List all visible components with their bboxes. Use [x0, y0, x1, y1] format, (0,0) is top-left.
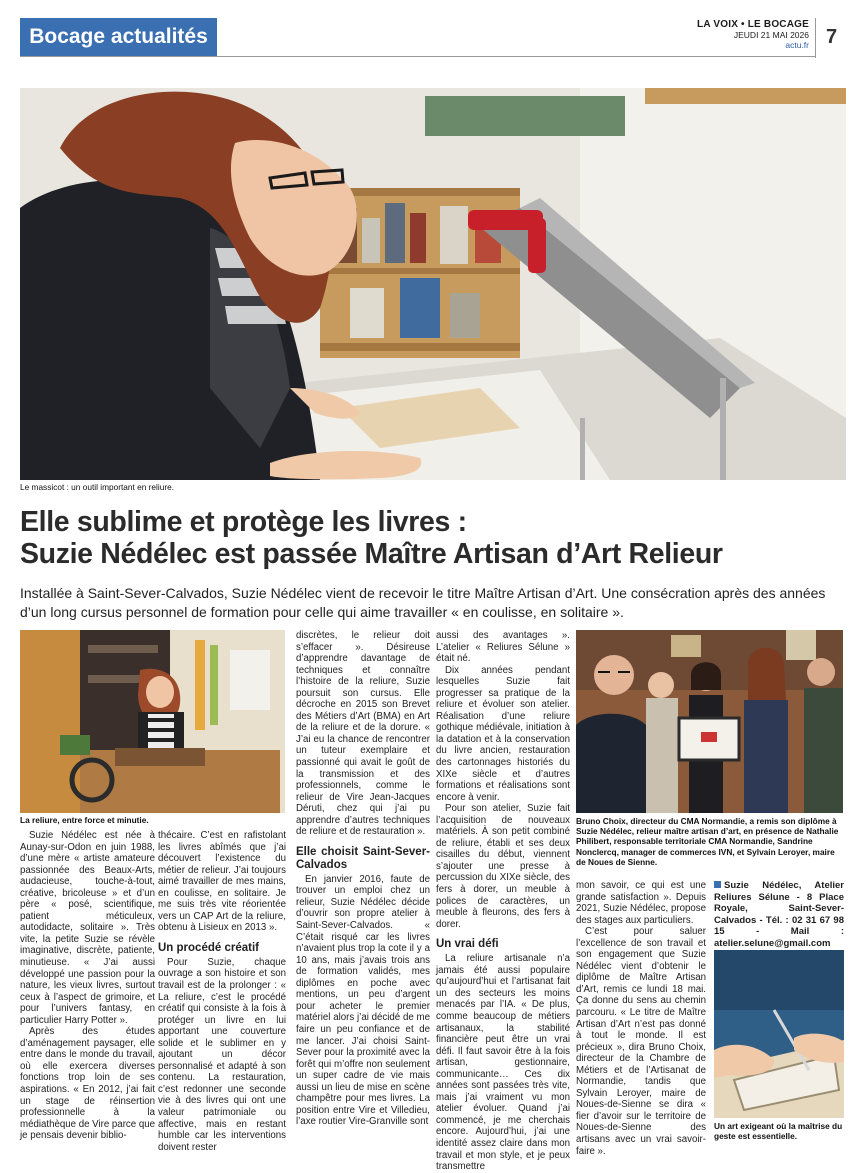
column-2 — [158, 830, 286, 1153]
square-bullet-icon — [714, 881, 721, 888]
main-photo — [20, 88, 846, 480]
paragraph: thécaire. C’est en rafistolant les livres abîmés que j’ai découvert l’existence du métier de relieur. J’ai toujours aimé travailler de mes mains, en coulisse, en solitaire. Je me suis très vite réorientée vers un CAP Art de la reliure, obtenu à Lisieux en 2013 ». — [158, 830, 286, 934]
award-photo-caption: Bruno Choix, directeur du CMA Normandie, a remis son diplôme à Suzie Nédélec, relieur maître artisan d’art, en présence de Nathalie Philibert, responsable territoriale CMA Normandie, Sandrine Nonclercq, manager de commerces IVN, et Sylvain Leroyer, maire de Noues de Sienne. — [576, 816, 839, 867]
workshop-photo — [20, 630, 285, 813]
column-1 — [20, 830, 155, 1142]
column-4 — [436, 630, 570, 1173]
paragraph: Pour Suzie, chaque ouvrage a son histoire et son travail est de la prolonger : « La reliure, c’est le procédé créatif qui consiste à la fois à protéger un livre en lui apportant une couverture solide et le sublimer en y ajoutant un décor personnalisé et adapté à son contenu. La restauration, c’est redonner une seconde vie à des livres qui ont une valeur patrimoniale ou affective, mais en restant humble car les interventions doivent rester — [158, 956, 286, 1153]
workshop-photo-caption: La reliure, entre force et minutie. — [20, 815, 149, 825]
paragraph: Suzie Nédélec est née à Aunay-sur-Odon en juin 1988, d’une mère « artiste amateure passionnée des Beaux-Arts, audacieuse, touche-à-tout, créative, bricoleuse » et d’un père « posé, scientifique, patient méticuleux, autodidacte, solitaire ». Très vite, la petite Suzie se révèle imaginative, discrète, patiente, minutieuse. « J’ai aussi développé une passion pour la nature, les vieux livres, surtout ceux à l’aspect de grimoire, et pour l’univers fantasy, en particulier Harry Potter ». — [20, 830, 155, 1026]
paragraph: Après des études d’aménagement paysager, elle entre dans le monde du travail, où elle exercera diverses fonctions trop loin de ses aspirations. « En 2012, j’ai fait un stage de réinsertion professionnelle à la médiathèque de Vire parce que je pensais devenir biblio- — [20, 1026, 156, 1142]
issue-date: JEUDI 21 MAI 2026 — [733, 30, 809, 40]
subheading: Un procédé créatif — [158, 941, 259, 954]
paragraph: aussi des avantages ». L’atelier « Reliures Sélune » était né. — [436, 630, 570, 665]
award-photo-illustration — [576, 630, 843, 813]
paragraph: mon savoir, ce qui est une grande satisfaction ». Depuis 2021, Suzie Nédélec, propose des stages aux particuliers. — [576, 880, 706, 926]
headline-line-2: Suzie Nédélec est passée Maître Artisan d’Art Relieur — [20, 538, 723, 570]
column-3 — [296, 630, 430, 1128]
contact-info — [714, 880, 844, 950]
subheading: Un vrai défi — [436, 938, 499, 951]
hands-photo-illustration — [714, 950, 844, 1118]
header-rule — [20, 56, 816, 57]
header-divider — [815, 18, 816, 58]
award-photo — [576, 630, 843, 813]
hands-photo-caption: Un art exigeant où la maîtrise du geste est essentielle. — [714, 1121, 843, 1142]
main-photo-caption: Le massicot : un outil important en reliure. — [20, 482, 175, 492]
section-tag: Bocage actualités — [20, 18, 217, 56]
hands-photo — [714, 950, 844, 1118]
publication-block — [697, 20, 809, 50]
paragraph: La reliure artisanale n’a jamais été aussi populaire qu’aujourd’hui et l’artisanat fait un des secteurs les moins menacés par l’IA. « De plus, comme beaucoup de métiers artisanaux, la stabilité financière peut être un vrai défi. Il faut savoir être à la fois artisan, gestionnaire, communicante… Ces dix années sont passées très vite, mais j’ai vraiment vu mon atelier évoluer. Quand j’ai commencé, je me cherchais encore. Aujourd’hui, j’ai une identité assez claire dans mon travail et mon style, et je peux transmettre — [436, 953, 570, 1173]
headline-line-1: Elle sublime et protège les livres : — [20, 506, 467, 538]
page-number: 7 — [826, 26, 838, 48]
paragraph: Dix années pendant lesquelles Suzie fait progresser sa pratique de la reliure et évoluer son atelier. Réalisation d’une reliure gothique médiévale, initiation à la datation et à la conservation du livre ancien, restauration des cartonnages historiés du XIXe siècle et d’autres formations et réalisations sont encore à venir. — [436, 664, 570, 803]
paragraph: En janvier 2016, faute de trouver un emploi chez un relieur, Suzie Nédélec décide d’ouvrir son propre atelier à Saint-Sever-Calvados. « C’était risqué car les livres n’avaient plus trop la cote il y a 10 ans, mais j’avais trois ans de formation validés, mes diplômes en poche avec mentions, un peu d’argent pour acheter le premier matériel alors j’ai décidé de me faire un peu confiance et de me lancer. J’ai choisi Saint-Sever pour la proximité avec la forêt qui m’offre non seulement un super cadre de vie mais aussi un lieu de mise en scène champêtre pour mes livres. La position entre Vire et Villedieu, l’axe routier Vire-Granville sont — [296, 873, 430, 1128]
paragraph: Pour son atelier, Suzie fait l’acquisition de nouveaux matériels. À son petit combiné de reliure, établi et ses deux cisailles du début, viennent s’ajouter une presse à percussion du XIXe siècle, des fers à dorer, un meuble à polices de caractères, un meuble à fleurons, des fers à dorer. — [436, 803, 570, 930]
paragraph: discrètes, le relieur doit s’effacer ». Désireuse d’apprendre davantage de techniques et connaître l’histoire de la reliure, Suzie poursuit son cursus. Elle décroche en 2015 son Brevet des Métiers d’Art (BMA) en Art de la reliure et de la dorure. « J’ai eu la chance de rencontrer un tuteur exemplaire et passionné qui avait le goût de la transmission et des professionnels, comme le relieur de Vire Jean-Jacques Déruti, chez qui j’ai pu apprendre d’autres techniques de reliure et de restauration ». — [296, 630, 430, 838]
massicot-photo-illustration — [20, 88, 846, 480]
publication-name: LA VOIX • LE BOCAGE — [697, 19, 809, 30]
column-6 — [714, 880, 844, 950]
lead-paragraph: Installée à Saint-Sever-Calvados, Suzie Nédélec vient de recevoir le titre Maître Artisan d’Art. Une consécration après des années d’un long cursus personnel de formation pour celle qui aime travailler « en coulisse, en solitaire ». — [20, 585, 826, 620]
subheading: Elle choisit Saint-Sever-Calvados — [296, 845, 430, 871]
contact-info-text: Suzie Nédélec, Atelier Reliures Sélune - 8 Place Royale, Saint-Sever-Calvados - Tél. : 02 31 67 98 15 - Mail : atelier.selune@gmail.com — [714, 880, 844, 949]
paragraph: C’est pour saluer l’excellence de son travail et son engagement que Suzie Nédélec vient d’obtenir le diplôme de Maître Artisan d’Art, remis ce lundi 18 mai. Ça donne du sens au chemin parcouru. « Le titre de Maître Artisan d’Art n’est pas donné à tout le monde. Il est précieux », dira Bruno Choix, directeur de la Chambre de Métiers et de l’Artisanat de Normandie, tandis que Sylvain Leroyer, maire de Noues-de-Sienne se dira « fier d’avoir sur le territoire de Noues-de-Sienne des artisans avec un vrai savoir-faire ». — [576, 926, 706, 1157]
headline — [20, 506, 840, 570]
workshop-photo-illustration — [20, 630, 285, 813]
column-5 — [576, 880, 706, 1157]
website-link[interactable]: actu.fr — [785, 40, 809, 50]
